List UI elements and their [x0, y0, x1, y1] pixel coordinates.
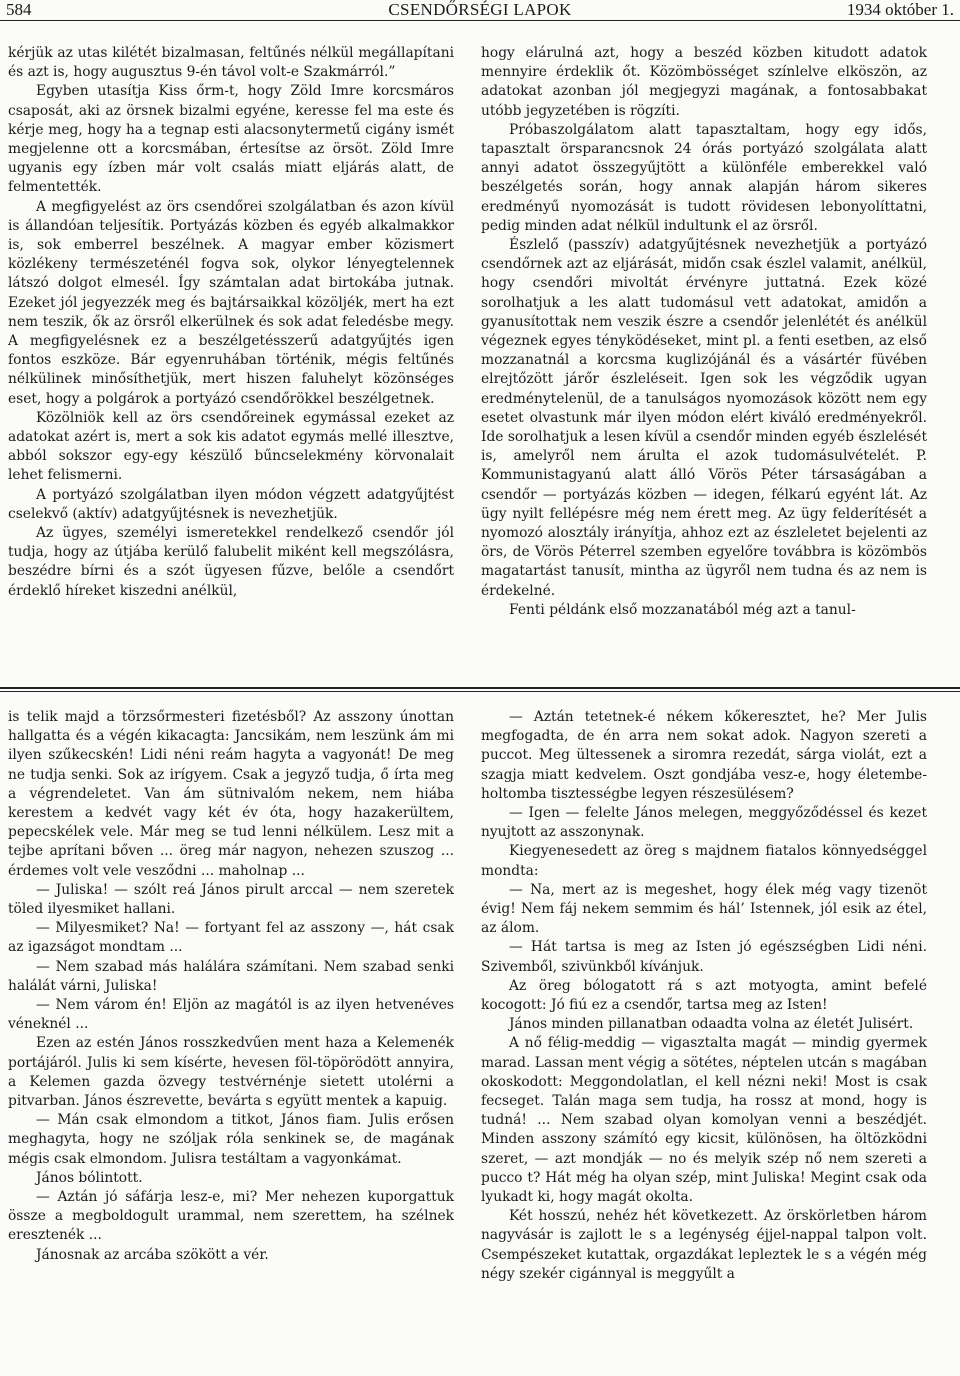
paragraph: János minden pillanatban odaadta volna az életét Julisért.	[509, 1016, 914, 1033]
paragraph: Fenti példánk első mozzanatából még azt a tanul-	[509, 601, 856, 618]
page-header	[6, 0, 954, 20]
paragraph: Az öreg bólogatott rá s azt motyogta, amint befelé kocogott: Jó fiú ez a csendőr, tartsa meg az Isten!	[481, 977, 927, 1014]
paragraph: A nő félig-meddig — vigasztalta magát — mindig gyermek marad. Lassan ment végig a sötétes, néptelen utcán s magában okoskodott: Meggondolatlan, el kell nézni neki! Most is csak fecseget. Talán maga sem tudja, ha rossz at mond, hogy is tudná! ... Nem szabad olyan komolyan venni a beszédjét. Minden asszony számító egy kicsit, különösen, ha öltözködni szeret, — azt mondják — no és melyik szép nő nem szereti a pucco t? Hát még ha olyan szép, mint Juliska! Megint csak oda lyukadt ki, hogy magát okolta.	[481, 1035, 927, 1206]
paragraph: János bólintott.	[36, 1169, 143, 1186]
paragraph: kérjük az utas kilétét bizalmasan, feltűnés nélkül megállapítani és azt is, hogy augusztus 9-én távol volt-e Szakmárról.”	[8, 45, 454, 81]
section-divider	[0, 687, 960, 689]
dialogue-line: — Aztán tetetnek-é nékem kőkeresztet, he? Mer Julis megfogadta, de én arra nem sokat adok. Nagyon szereti a puccot. Meg ültessenek a siromra rezedát, sárga violát, ezt a szagja miatt kedvelem. Oszt gondjába vesz-e, hogy életembe-holtomba tisztességbe legyen részesülésem?	[481, 709, 927, 802]
paragraph: Észlelő (passzív) adatgyűjtésnek nevezhetjük a portyázó csendőrnek azt az eljárását, midőn csak észlel valamit, anélkül, hogy csendőri mivoltát érvényre juttatná. Ezek közé sorolhatjuk a les alatt tudomásul vett adatokat, amidőn a gyanusítottak nem veszik észre a csendőr jelenlétét és anélkül végeznek egyes tényködéseket, mint pl. a fenti esetben, az első mozzanatnál a korcsma kuglizójánál és a vásártér füvében elrejtőzött járőr észleléseit. Igen sok les végződik ugyan eredménytelenül, de a tanulságos nyomozások között nem egy esetet olvastunk már ilyen módon elért kiváló eredményekről. Ide sorolhatjuk a lesen kívül a csendőr minden egyéb észlelését is, amelyről nem árulta el azok tudomásulvételét. P. Kommunistagyanú alatt álló Vörös Péter társaságában a csendőr — portyázás közben — idegen, félkarú egyént lát. Az ügy nyilt fellépésre még nem érett meg. Az ügy felderítését a nyomozó alosztály irányítja, ahhoz ezt az észleletet bejelenti az örs, de Vörös Péterrel szemben egyelőre továbbra is közömbös magatartást tanusít, mintha az ügyről nem tudna és az nem is érdekelné.	[481, 237, 927, 599]
paragraph: Ezen az estén János rosszkedvűen ment haza a Kelemenék portájáról. Julis ki sem kísérte, hevesen föl-töpörödött annyira, a Kelemen gazda özvegy testvérnénje sietett utolérni a pitvarban. János észrevette, bevárta s együtt mentek a kapuig.	[8, 1035, 454, 1110]
column-bottom-right	[481, 708, 927, 1284]
paragraph: Két hosszú, nehéz hét következett. Az örskörletben három nagyvásár is zajlott le s a legénység éjjel-nappal talpon volt. Csempészeket kutattak, orgazdákat lepleztek le s a végén még négy szekér cigánnyal is meggyűlt a	[481, 1208, 927, 1282]
paragraph: hogy elárulná azt, hogy a beszéd közben kitudott adatok mennyire érdeklik őt. Közömbösséget színlelve elköszön, az adatokat azonban jól megjegyzi magának, a fontosabbakat utóbb jegyzetében is rögzíti.	[481, 45, 927, 119]
column-top-right	[481, 44, 927, 620]
dialogue-line: — Aztán jó sáfárja lesz-e, mi? Mer nehezen kuporgattuk össze a megboldogult urammal, nem szerettem, ha szélnek eresztenék ...	[8, 1189, 454, 1244]
dialogue-line: — Na, mert az is megeshet, hogy élek még vagy tizenöt évig! Nem fáj nekem semmim és hál’ Istennek, jól esik az étel, az álom.	[481, 881, 927, 937]
page-number: 584	[6, 0, 32, 19]
paragraph: A megfigyelést az örs csendőrei szolgálatban és azon kívül is állandóan teljesítik. Portyázás közben és egyéb alkalmakkor is, sok emberrel beszélnek. A magyar ember közismert közlékeny természeténél fogva sok, olykor lényegtelennek látszó dolgot elmesél. Így számtalan adat birtokába jutnak. Ezeket jól jegyezzék meg és bajtársaikkal közöljék, mert ha ezt nem teszik, ők az örsről elkerülnek és sok adat feledésbe megy. A megfigyelésnek ez a beszélgetésszerű adatgyűjtés igen fontos eszköze. Bár egyenruhában történik, mégis feltűnés nélkülinek minősíthetjük, mert hiszen faluhelyt közönséges eset, hogy a polgárok a portyázó csendőrökkel beszélgetnek.	[8, 198, 454, 407]
paragraph: Jánosnak az arcába szökött a vér.	[36, 1246, 269, 1263]
dialogue-line: — Nem várom én! Eljön az magától is az ilyen hetvenéves véneknél ...	[8, 997, 454, 1033]
paragraph: Egyben utasítja Kiss őrm-t, hogy Zöld Imre korcsmáros csaposát, aki az örsnek bizalmi egyéne, keresse fel ma este és kérje meg, hogy ha a tegnap esti alacsonytermetű cigány ismét megjelenne ott a korcsmában, értesítse az örsöt. Zöld Imre ugyanis egy ízben már volt csalás miatt eljárás alatt, de felmentették.	[8, 83, 454, 196]
paragraph: is telik majd a törzsőrmesteri fizetésből? Az asszony únottan hallgatta és a végén kikacagta: Jancsikám, nem leszünk ám mi ilyen szűkecskén! Lidi néni reám hagyta a vagyonát! De meg ne tudja senki. Sok az irígyem. Csak a jegyző tudja, ő írta meg a végrendeletet. Van ám sütnivalóm nekem, nem hiába kerestem a kedvét vagy két év óta, hogy hazakerültem, pepecskélek vele. Már meg se tud lenni nélkülem. Lesz mit a tejbe aprítani bőven ... öreg már nagyon, nehezen szuszog ... érdemes volt vele vesződni ... maholnap ...	[8, 709, 454, 879]
section-divider-thin	[0, 691, 960, 692]
column-top-left	[8, 44, 454, 601]
dialogue-line: — Mán csak elmondom a titkot, János fiam. Julis erősen meghagyta, hogy ne szóljak róla senkinek se, de magának mégis csak elmondom. Julisra testáltam a vagyonkámat.	[8, 1112, 454, 1167]
dialogue-line: — Milyesmiket? Na! — fortyant fel az asszony —, hát csak az igazságot mondtam ...	[8, 920, 454, 956]
paragraph: Kiegyenesedett az öreg s majdnem fiatalos könnyedséggel mondta:	[481, 843, 927, 879]
header-rule	[0, 20, 960, 21]
paragraph: Próbaszolgálatom alatt tapasztaltam, hogy egy idős, tapasztalt örsparancsnok 24 órás portyázó szolgálata alatt annyi adatot összegyűjtött a különféle emberekkel való beszélgetés során, hogy annak alapján három sikeres eredményű nyomozását is tudott rövidesen lebonyolíttatni, pedig minden adat nélkül indultunk el az örsről.	[481, 121, 927, 234]
paragraph: A portyázó szolgálatban ilyen módon végzett adatgyűjtést cselekvő (aktív) adatgyűjtésnek is nevezhetjük.	[8, 486, 454, 522]
dialogue-line: — Nem szabad más halálára számítani. Nem szabad senki halálát várni, Juliska!	[8, 958, 454, 994]
dialogue-line: — Hát tartsa is meg az Isten jó egészségben Lidi néni. Szivemből, szivünkből kívánjuk.	[481, 939, 927, 975]
journal-title: CSENDŐRSÉGI LAPOK	[388, 0, 572, 19]
paragraph: Közölniök kell az örs csendőreinek egymással ezeket az adatokat azért is, mert a sok kis adatot egymás mellé illesztve, abból sokszor egy-egy készülő bűncselekmény körvonalait lehet felismerni.	[8, 409, 454, 484]
dialogue-line: — Igen — felelte János melegen, meggyőződéssel és kezet nyujtott az asszonynak.	[481, 805, 927, 841]
issue-date: 1934 október 1.	[846, 0, 954, 19]
paragraph: Az ügyes, személyi ismeretekkel rendelkező csendőr jól tudja, hogy az útjába kerülő falubelit miként kell megszólásra, beszédre bírni és a szót ügyesen fűzve, belőle a csendőrt érdeklő híreket kiszedni anélkül,	[8, 525, 454, 599]
column-bottom-left	[8, 708, 454, 1265]
dialogue-line: — Juliska! — szólt reá János pirult arccal — nem szeretek töled ilyesmiket hallani.	[8, 881, 454, 918]
